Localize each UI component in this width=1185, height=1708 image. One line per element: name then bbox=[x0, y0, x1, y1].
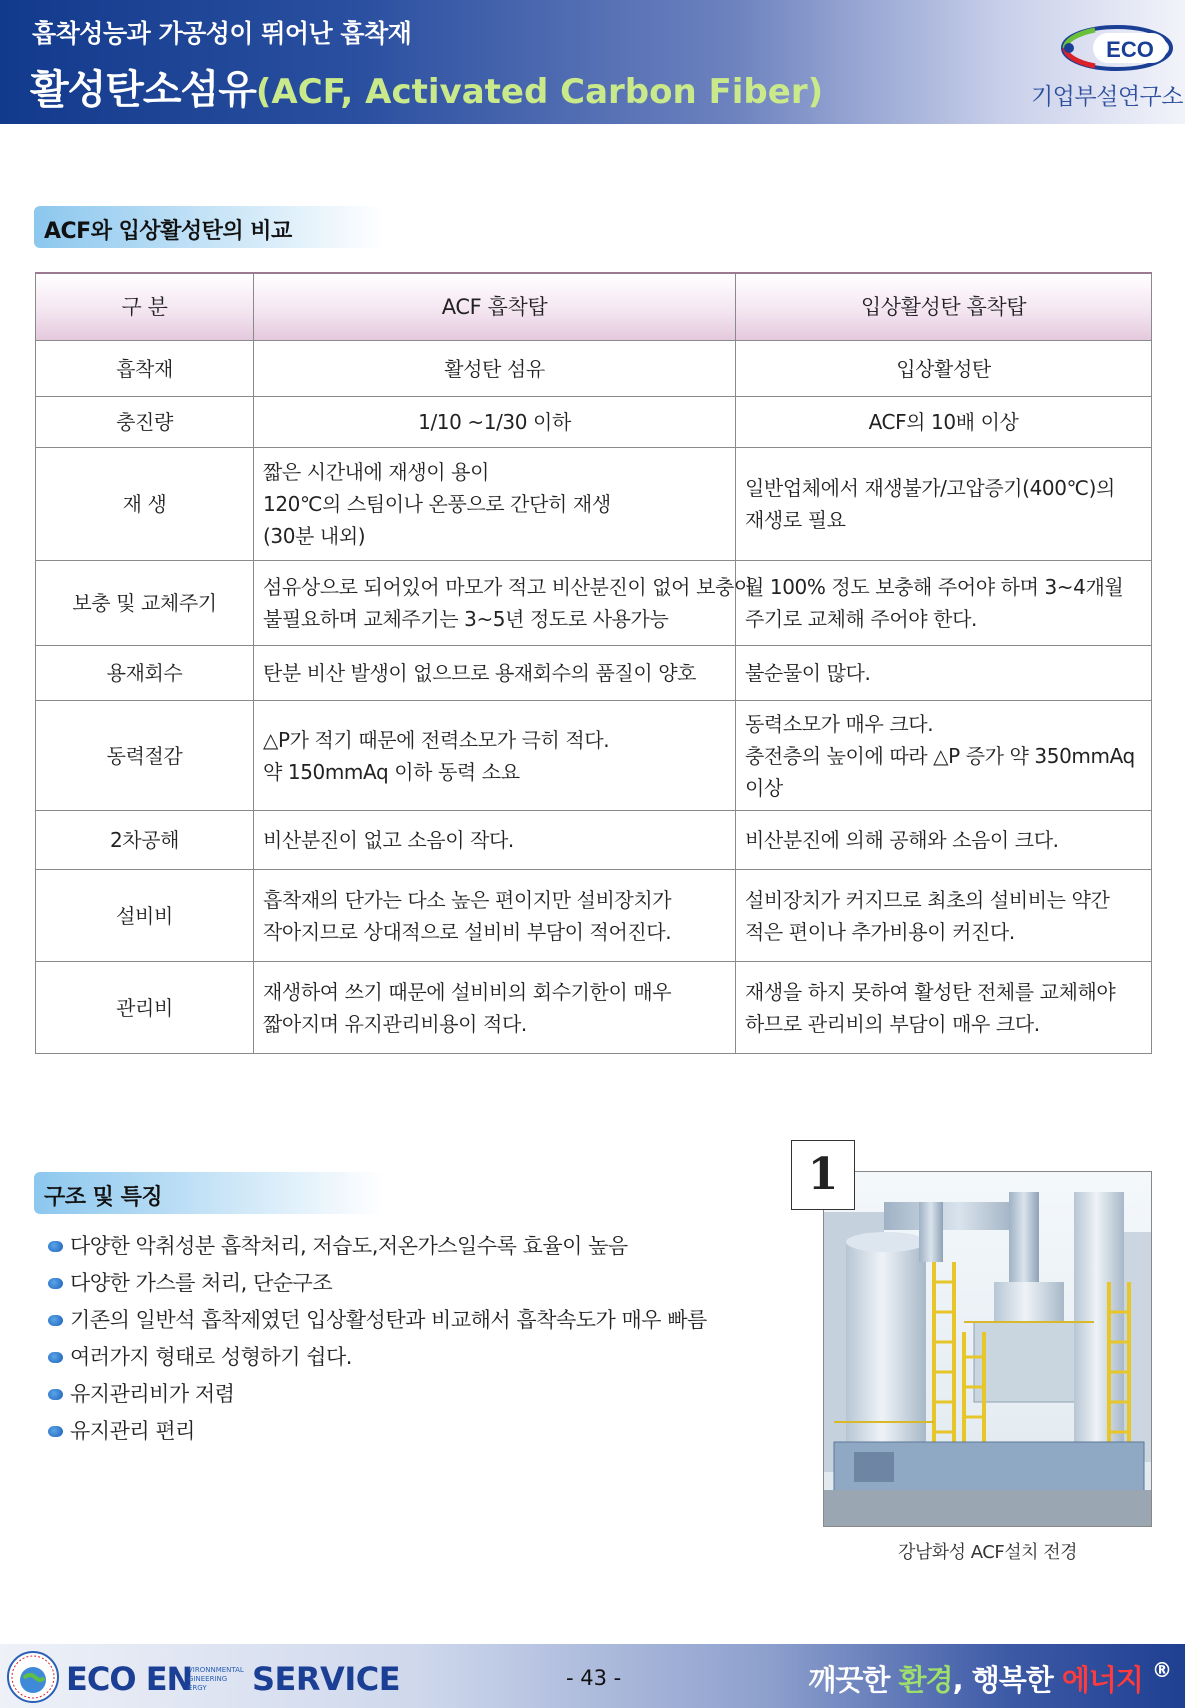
header-subtitle: 흡착성능과 가공성이 뛰어난 흡착재 bbox=[32, 19, 412, 48]
table-header-row bbox=[36, 273, 1152, 341]
page-footer bbox=[0, 1644, 1185, 1708]
cell-line: (30분 내외) bbox=[263, 524, 366, 548]
cell-line: ACF의 10배 이상 bbox=[868, 410, 1019, 434]
gac-cell bbox=[736, 870, 1152, 962]
cell-line: 재생을 하지 못하여 활성탄 전체를 교체해야 bbox=[745, 979, 1116, 1004]
row-label: 설비비 bbox=[36, 870, 254, 962]
row-label: 보충 및 교체주기 bbox=[36, 561, 254, 646]
photo-caption: 강남화성 ACF설치 전경 bbox=[898, 1542, 1077, 1563]
acf-cell bbox=[254, 870, 736, 962]
list-item: 기존의 일반석 흡착제였던 입상활성탄과 비교해서 흡착속도가 매우 빠름 bbox=[48, 1302, 707, 1339]
photo-number: 1 bbox=[791, 1140, 855, 1210]
cell-line: 불필요하며 교체주기는 3~5년 정도로 사용가능 bbox=[263, 607, 669, 631]
cell-line: 비산분진이 없고 소음이 작다. bbox=[263, 828, 514, 852]
cell-line: 작아지므로 상대적으로 설비비 부담이 적어진다. bbox=[263, 919, 672, 944]
cell-line: 동력소모가 매우 크다. bbox=[745, 711, 934, 736]
table-row bbox=[36, 701, 1152, 811]
earth-seal-icon bbox=[6, 1650, 60, 1704]
cell-line: △P가 적기 때문에 전력소모가 극히 적다. bbox=[263, 727, 610, 752]
row-label: 2차공해 bbox=[36, 811, 254, 870]
cell-line: 활성탄 섬유 bbox=[444, 356, 545, 381]
cell-line: 불순물이 많다. bbox=[745, 661, 871, 685]
cell-line: 비산분진에 의해 공해와 소음이 크다. bbox=[745, 828, 1059, 852]
comparison-table bbox=[35, 272, 1152, 1054]
col-header-acf: ACF 흡착탑 bbox=[254, 273, 736, 341]
list-item: 다양한 가스를 처리, 단순구조 bbox=[48, 1265, 707, 1302]
acf-cell bbox=[254, 646, 736, 701]
cell-line: 재생로 필요 bbox=[745, 508, 846, 532]
page-header bbox=[0, 0, 1185, 124]
table-row bbox=[36, 811, 1152, 870]
footer-service: SERVICE bbox=[252, 1660, 401, 1698]
row-label: 용재회수 bbox=[36, 646, 254, 701]
installation-photo bbox=[823, 1171, 1152, 1527]
page-title bbox=[30, 58, 823, 115]
footer-brand-mini: VIRONNMENTAL GINEERING ERGY bbox=[188, 1666, 244, 1692]
list-item: 여러가지 형태로 성형하기 쉽다. bbox=[48, 1339, 707, 1376]
list-item: 유지관리 편리 bbox=[48, 1413, 707, 1450]
gac-cell bbox=[736, 811, 1152, 870]
table-row bbox=[36, 962, 1152, 1054]
row-label: 충진량 bbox=[36, 397, 254, 448]
cell-line: 설비장치가 커지므로 최초의 설비비는 약간 bbox=[745, 887, 1110, 912]
gac-cell bbox=[736, 341, 1152, 397]
acf-cell bbox=[254, 448, 736, 561]
footer-brand: ECO EN bbox=[66, 1660, 193, 1698]
cell-line: 1/10 ~1/30 이하 bbox=[418, 410, 571, 434]
gac-cell bbox=[736, 701, 1152, 811]
table-row bbox=[36, 341, 1152, 397]
cell-line: 흡착재의 단가는 다소 높은 편이지만 설비장치가 bbox=[263, 887, 672, 912]
title-korean: 활성탄소섬유 bbox=[30, 67, 256, 113]
cell-line: 적은 편이나 추가비용이 커진다. bbox=[745, 919, 1015, 944]
eco-logo bbox=[1055, 24, 1173, 72]
cell-line: 하므로 관리비의 부담이 매우 크다. bbox=[745, 1011, 1040, 1036]
cell-line: 일반업체에서 재생불가/고압증기(400℃)의 bbox=[745, 476, 1115, 500]
acf-cell bbox=[254, 701, 736, 811]
cell-line: 섬유상으로 되어있어 마모가 적고 비산분진이 없어 보충이 bbox=[263, 575, 753, 599]
acf-cell bbox=[254, 811, 736, 870]
row-label: 재 생 bbox=[36, 448, 254, 561]
cell-line: 약 150mmAq 이하 동력 소요 bbox=[263, 759, 520, 784]
acf-cell bbox=[254, 341, 736, 397]
cell-line: 입상활성탄 bbox=[896, 356, 991, 381]
table-row bbox=[36, 397, 1152, 448]
page-number: - 43 - bbox=[566, 1666, 622, 1690]
logo-text: ECO bbox=[1106, 37, 1154, 62]
col-header-gac: 입상활성탄 흡착탑 bbox=[736, 273, 1152, 341]
row-label: 동력절감 bbox=[36, 701, 254, 811]
bullet-icon bbox=[48, 1389, 63, 1400]
cell-line: 주기로 교체해 주어야 한다. bbox=[745, 607, 977, 631]
gac-cell bbox=[736, 397, 1152, 448]
table-row bbox=[36, 646, 1152, 701]
list-item: 다양한 악취성분 흡착처리, 저습도,저온가스일수록 효율이 높음 bbox=[48, 1228, 707, 1265]
comparison-heading bbox=[34, 206, 384, 248]
cell-line: 짧아지며 유지관리비용이 적다. bbox=[263, 1011, 527, 1036]
bullet-icon bbox=[48, 1315, 63, 1326]
bullet-icon bbox=[48, 1278, 63, 1289]
bullet-icon bbox=[48, 1241, 63, 1252]
footer-slogan: 깨끗한 환경, 행복한 에너지 ® bbox=[808, 1658, 1171, 1697]
gac-cell bbox=[736, 962, 1152, 1054]
list-item: 유지관리비가 저렴 bbox=[48, 1376, 707, 1413]
lab-name: 기업부설연구소 bbox=[1030, 84, 1183, 110]
features-heading-text: 구조 및 특징 bbox=[44, 1185, 163, 1210]
row-label: 흡착재 bbox=[36, 341, 254, 397]
cell-line: 월 100% 정도 보충해 주어야 하며 3~4개월 bbox=[745, 575, 1124, 599]
acf-cell bbox=[254, 561, 753, 646]
col-header-category: 구 분 bbox=[36, 273, 254, 341]
cell-line: 이상 bbox=[745, 775, 783, 800]
acf-cell bbox=[254, 962, 736, 1054]
comparison-heading-text: ACF와 입상활성탄의 비교 bbox=[44, 219, 292, 244]
cell-line: 탄분 비산 발생이 없으므로 용재회수의 품질이 양호 bbox=[263, 661, 697, 685]
gac-cell bbox=[736, 646, 1152, 701]
cell-line: 짧은 시간내에 재생이 용이 bbox=[263, 460, 489, 484]
table-row bbox=[36, 870, 1152, 962]
gac-cell bbox=[736, 561, 1152, 646]
features-heading bbox=[34, 1172, 384, 1214]
cell-line: 120℃의 스팀이나 온풍으로 간단히 재생 bbox=[263, 492, 611, 516]
feature-list bbox=[48, 1228, 707, 1450]
row-label: 관리비 bbox=[36, 962, 254, 1054]
bullet-icon bbox=[48, 1352, 63, 1363]
bullet-icon bbox=[48, 1426, 63, 1437]
cell-line: 충전층의 높이에 따라 △P 증가 약 350mmAq bbox=[745, 743, 1135, 768]
cell-line: 재생하여 쓰기 때문에 설비비의 회수기한이 매우 bbox=[263, 979, 672, 1004]
table-row bbox=[36, 448, 1152, 561]
acf-cell bbox=[254, 397, 736, 448]
gac-cell bbox=[736, 448, 1152, 561]
title-english: (ACF, Activated Carbon Fiber) bbox=[255, 72, 824, 112]
table-row bbox=[36, 561, 1152, 646]
